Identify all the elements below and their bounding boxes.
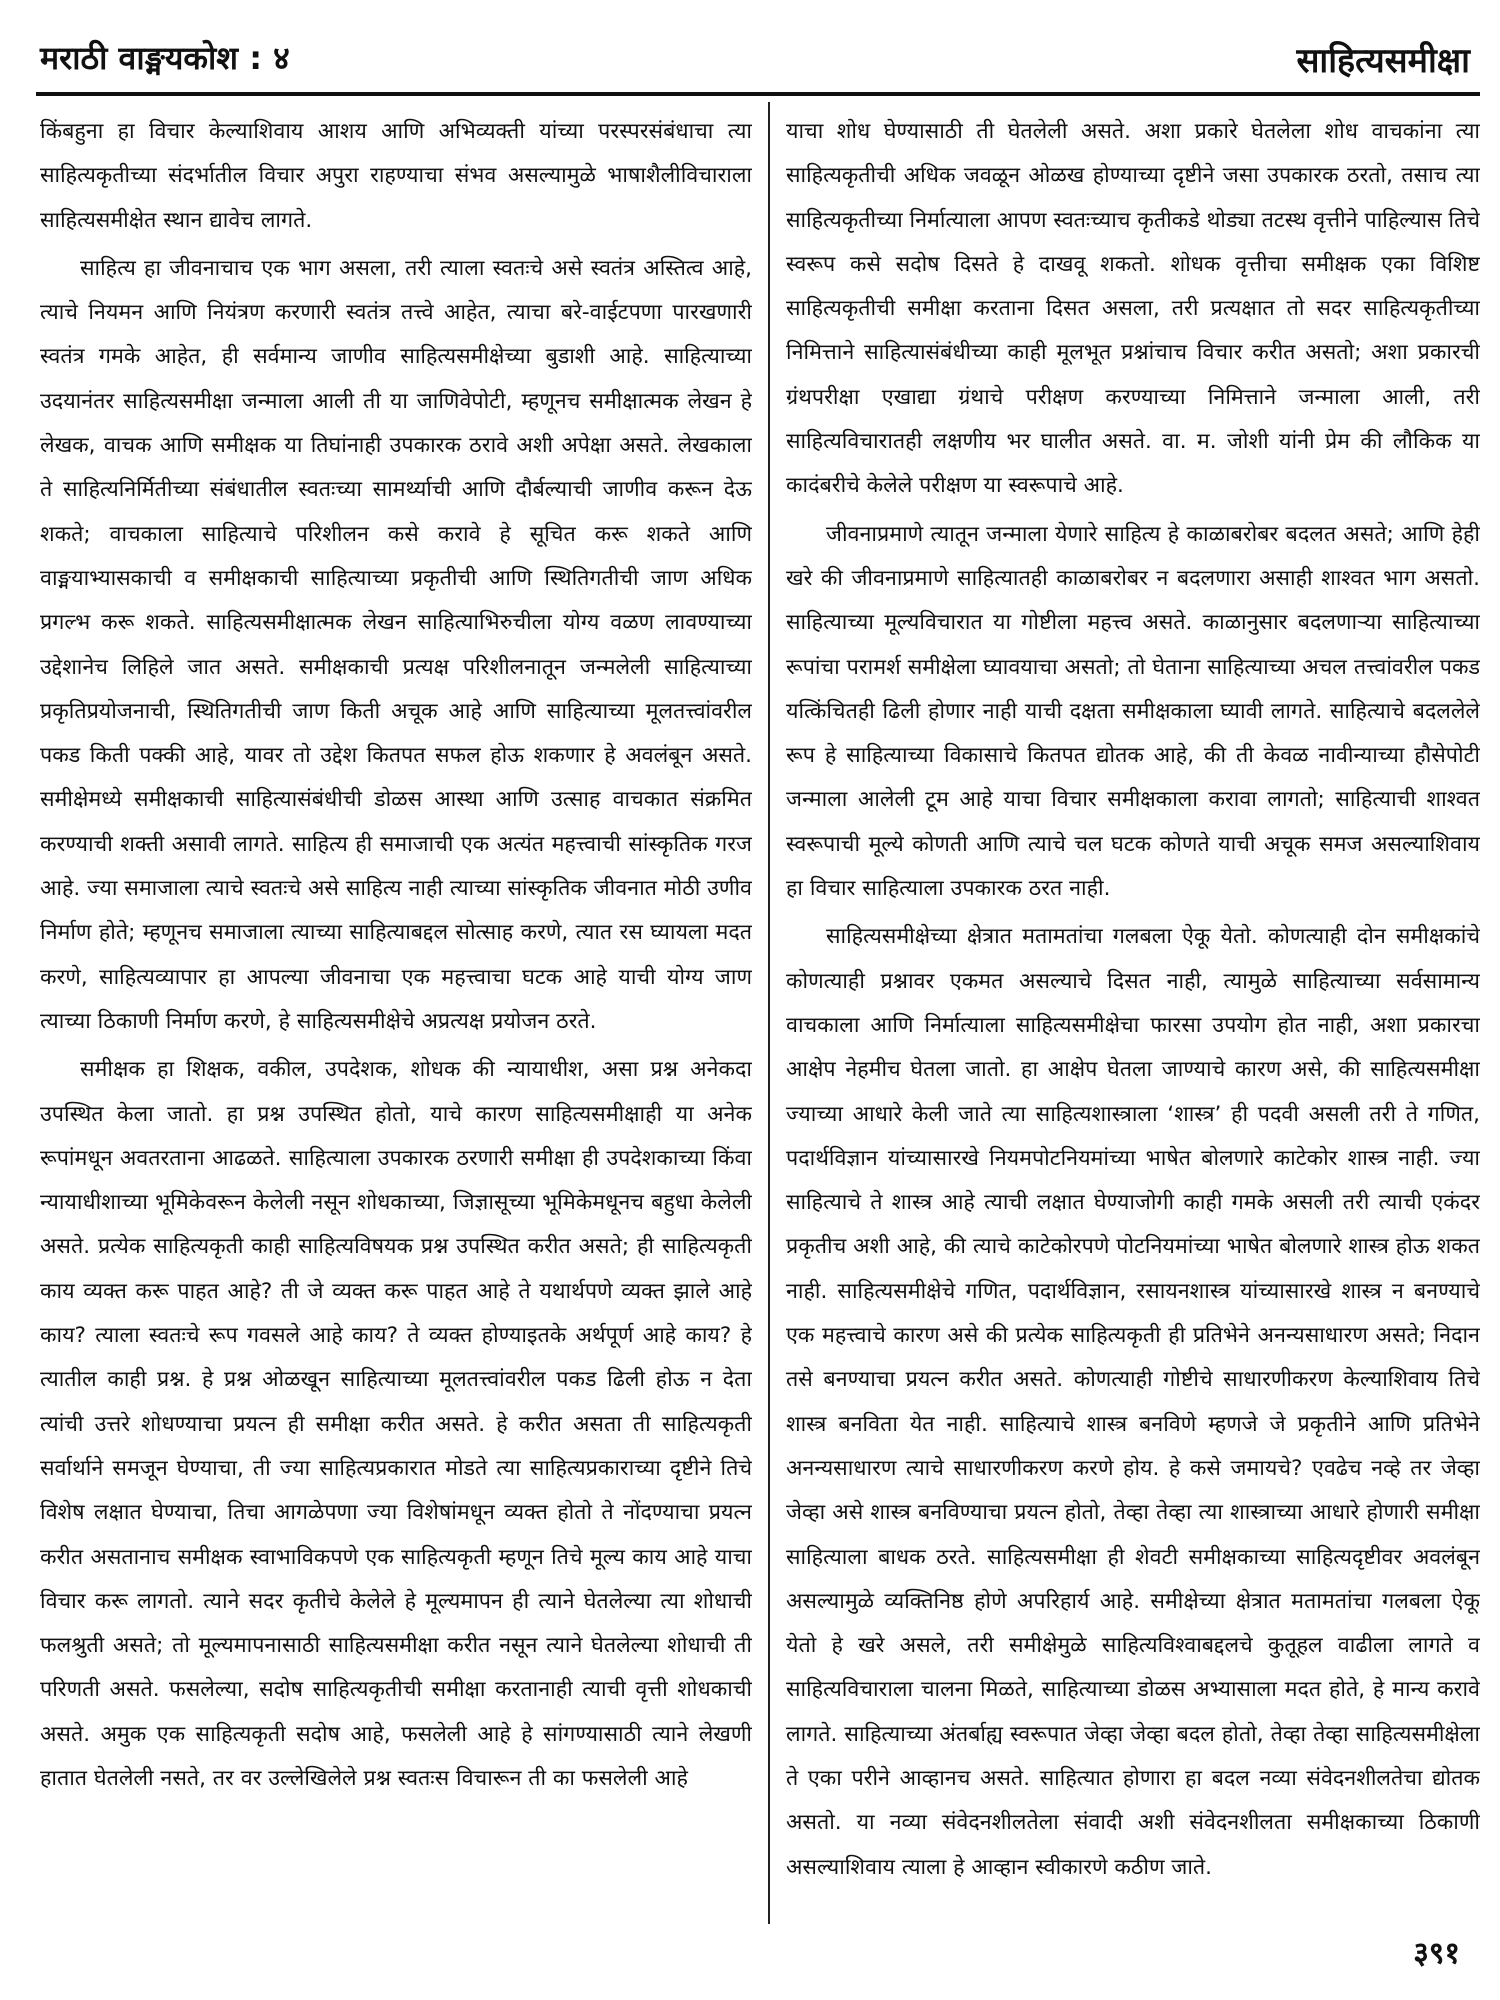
paragraph: किंबहुना हा विचार केल्याशिवाय आशय आणि अभिव्यक्ती यांच्या परस्परसंबंधाचा त्या साहित्यकृतीच्या संदर्भातील विचार अपुरा राहण्याचा संभव असल्यामुळे भाषाशैलीविचाराला साहित्यसमीक्षेत स्थान द्यावेच लागते. — [40, 119, 752, 233]
paragraph: समीक्षक हा शिक्षक, वकील, उपदेशक, शोधक की न्यायाधीश, असा प्रश्न अनेकदा उपस्थित केला जातो. हा प्रश्न उपस्थित होतो, याचे कारण साहित्यसमीक्षाही या अनेक रूपांमधून अवतरताना आढळते. साहित्याला उपकारक ठरणारी समीक्षा ही उपदेशकाच्या किंवा न्यायाधीशाच्या भूमिकेवरून केलेली नसून शोधकाच्या, जिज्ञासूच्या भूमिकेमधूनच बहुधा केलेली असते. प्रत्येक साहित्यकृती काही साहित्यविषयक प्रश्न उपस्थित करीत असते; ही साहित्यकृती काय व्यक्त करू पाहत आहे? ती जे व्यक्त करू पाहत आहे ते यथार्थपणे व्यक्त झाले आहे काय? त्याला स्वतःचे रूप गवसले आहे काय? ते व्यक्त होण्याइतके अर्थपूर्ण आहे काय? हे त्यातील काही प्रश्न. हे प्रश्न ओळखून साहित्याच्या मूलतत्त्वांवरील पकड ढिली होऊ न देता त्यांची उत्तरे शोधण्याचा प्रयत्न ही समीक्षा करीत असते. हे करीत असता ती साहित्यकृती सर्वार्थाने समजून घेण्याचा, ती ज्या साहित्यप्रकारात मोडते त्या साहित्यप्रकाराच्या दृष्टीने तिचे विशेष लक्षात घेण्याचा, तिचा आगळेपणा ज्या विशेषांमधून व्यक्त होतो ते नोंदण्याचा प्रयत्न करीत असतानाच समीक्षक स्वाभाविकपणे एक साहित्यकृती म्हणून तिचे मूल्य काय आहे याचा विचार करू लागतो. त्याने सदर कृतीचे केलेले हे मूल्यमापन ही त्याने घेतलेल्या त्या शोधाची फलश्रुती असते; तो मूल्यमापनासाठी साहित्यसमीक्षा करीत नसून त्याने घेतलेल्या शोधाची ती परिणती असते. फसलेल्या, सदोष साहित्यकृतीची समीक्षा करतानाही त्याची वृत्ती शोधकाची असते. अमुक एक साहित्यकृती सदोष आहे, फसलेली आहे हे सांगण्यासाठी त्याने लेखणी हातात घेतलेली नसते, तर वर उल्लेखिलेले प्रश्न स्वतःस विचारून ती का फसलेली आहे — [40, 1057, 752, 1791]
paragraph: साहित्यसमीक्षेच्या क्षेत्रात मतामतांचा गलबला ऐकू येतो. कोणत्याही दोन समीक्षकांचे कोणत्याही प्रश्नावर एकमत असल्याचे दिसत नाही, त्यामुळे साहित्याच्या सर्वसामान्य वाचकाला आणि निर्मात्याला साहित्यसमीक्षेचा फारसा उपयोग होत नाही, अशा प्रकारचा आक्षेप नेहमीच घेतला जातो. हा आक्षेप घेतला जाण्याचे कारण असे, की साहित्यसमीक्षा ज्याच्या आधारे केली जाते त्या साहित्यशास्त्राला ‘शास्त्र’ ही पदवी असली तरी ते गणित, पदार्थविज्ञान यांच्यासारखे नियमपोटनियमांच्या भाषेत बोलणारे काटेकोर शास्त्र नाही. ज्या साहित्याचे ते शास्त्र आहे त्याची लक्षात घेण्याजोगी काही गमके असली तरी त्याची एकंदर प्रकृतीच अशी आहे, की त्याचे काटेकोरपणे पोटनियमांच्या भाषेत बोलणारे शास्त्र होऊ शकत नाही. साहित्यसमीक्षेचे गणित, पदार्थविज्ञान, रसायनशास्त्र यांच्यासारखे शास्त्र न बनण्याचे एक महत्त्वाचे कारण असे की प्रत्येक साहित्यकृती ही प्रतिभेने अनन्यसाधारण असते; निदान तसे बनण्याचा प्रयत्न करीत असते. कोणत्याही गोष्टीचे साधारणीकरण केल्याशिवाय तिचे शास्त्र बनविता येत नाही. साहित्याचे शास्त्र बनविणे म्हणजे जे प्रकृतीने आणि प्रतिभेने अनन्यसाधारण त्याचे साधारणीकरण करणे होय. हे कसे जमायचे? एवढेच नव्हे तर जेव्हा जेव्हा असे शास्त्र बनविण्याचा प्रयत्न होतो, तेव्हा तेव्हा त्या शास्त्राच्या आधारे होणारी समीक्षा साहित्याला बाधक ठरते. साहित्यसमीक्षा ही शेवटी समीक्षकाच्या साहित्यदृष्टीवर अवलंबून असल्यामुळे व्यक्तिनिष्ठ होणे अपरिहार्य आहे. समीक्षेच्या क्षेत्रात मतामतांचा गलबला ऐकू येतो हे खरे असले, तरी समीक्षेमुळे साहित्यविश्वाबद्दलचे कुतूहल वाढीला लागते व साहित्यविचाराला चालना मिळते, साहित्याच्या डोळस अभ्यासाला मदत होते, हे मान्य करावे लागते. साहित्याच्या अंतर्बाह्य स्वरूपात जेव्हा जेव्हा बदल होतो, तेव्हा तेव्हा साहित्यसमीक्षेला ते एका परीने आव्हानच असते. साहित्यात होणारा हा बदल नव्या संवेदनशीलतेचा द्योतक असतो. या नव्या संवेदनशीलतेला संवादी अशी संवेदनशीलता समीक्षकाच्या ठिकाणी असल्याशिवाय त्याला हे आव्हान स्वीकारणे कठीण जाते. — [786, 924, 1480, 1880]
left-column — [40, 110, 752, 1920]
paragraph: साहित्य हा जीवनाचाच एक भाग असला, तरी त्याला स्वतःचे असे स्वतंत्र अस्तित्व आहे, त्याचे नियमन आणि नियंत्रण करणारी स्वतंत्र तत्त्वे आहेत, त्याचा बरे-वाईटपणा पारखणारी स्वतंत्र गमके आहेत, ही सर्वमान्य जाणीव साहित्यसमीक्षेच्या बुडाशी आहे. साहित्याच्या उदयानंतर साहित्यसमीक्षा जन्माला आली ती या जाणिवेपोटी, म्हणूनच समीक्षात्मक लेखन हे लेखक, वाचक आणि समीक्षक या तिघांनाही उपकारक ठरावे अशी अपेक्षा असते. लेखकाला ते साहित्यनिर्मितीच्या संबंधातील स्वतःच्या सामर्थ्याची आणि दौर्बल्याची जाणीव करून देऊ शकते; वाचकाला साहित्याचे परिशीलन कसे करावे हे सूचित करू शकते आणि वाङ्मयाभ्यासकाची व समीक्षकाची साहित्याच्या प्रकृतीची आणि स्थितिगतीची जाण अधिक प्रगल्भ करू शकते. साहित्यसमीक्षात्मक लेखन साहित्याभिरुचीला योग्य वळण लावण्याच्या उद्देशानेच लिहिले जात असते. समीक्षकाची प्रत्यक्ष परिशीलनातून जन्मलेली साहित्याच्या प्रकृतिप्रयोजनाची, स्थितिगतीची जाण किती अचूक आहे आणि साहित्याच्या मूलतत्त्वांवरील पकड किती पक्की आहे, यावर तो उद्देश कितपत सफल होऊ शकणार हे अवलंबून असते. समीक्षेमध्ये समीक्षकाची साहित्यासंबंधीची डोळस आस्था आणि उत्साह वाचकात संक्रमित करण्याची शक्ती असावी लागते. साहित्य ही समाजाची एक अत्यंत महत्त्वाची सांस्कृतिक गरज आहे. ज्या समाजाला त्याचे स्वतःचे असे साहित्य नाही त्याच्या सांस्कृतिक जीवनात मोठी उणीव निर्माण होते; म्हणूनच समाजाला त्याच्या साहित्याबद्दल सोत्साह करणे, त्यात रस घ्यायला मदत करणे, साहित्यव्यापार हा आपल्या जीवनाचा एक महत्त्वाचा घटक आहे याची योग्य जाण त्याच्या ठिकाणी निर्माण करणे, हे साहित्यसमीक्षेचे अप्रत्यक्ष प्रयोजन ठरते. — [40, 255, 752, 1034]
header-rule — [36, 92, 1480, 96]
column-divider — [768, 102, 770, 1924]
running-header-section: साहित्यसमीक्षा — [1296, 41, 1470, 81]
paragraph: जीवनाप्रमाणे त्यातून जन्माला येणारे साहित्य हे काळाबरोबर बदलत असते; आणि हेही खरे की जीवनाप्रमाणे साहित्यातही काळाबरोबर न बदलणारा असाही शाश्वत भाग असतो. साहित्याच्या मूल्यविचारात या गोष्टीला महत्त्व असते. काळानुसार बदलणाऱ्या साहित्याच्या रूपांचा परामर्श समीक्षेला घ्यावयाचा असतो; तो घेताना साहित्याच्या अचल तत्त्वांवरील पकड यत्किंचितही ढिली होणार नाही याची दक्षता समीक्षकाला घ्यावी लागते. साहित्याचे बदललेले रूप हे साहित्याच्या विकासाचे कितपत द्योतक आहे, की ती केवळ नावीन्याच्या हौसेपोटी जन्माला आलेली टूम आहे याचा विचार समीक्षकाला करावा लागतो; साहित्याची शाश्वत स्वरूपाची मूल्ये कोणती आणि त्याचे चल घटक कोणते याची अचूक समज असल्याशिवाय हा विचार साहित्याला उपकारक ठरत नाही. — [786, 521, 1480, 902]
running-header-volume: मराठी वाङ्मयकोश : ४ — [40, 39, 290, 77]
paragraph: याचा शोध घेण्यासाठी ती घेतलेली असते. अशा प्रकारे घेतलेला शोध वाचकांना त्या साहित्यकृतीची अधिक जवळून ओळख होण्याच्या दृष्टीने जसा उपकारक ठरतो, तसाच त्या साहित्यकृतीच्या निर्मात्याला आपण स्वतःच्याच कृतीकडे थोड्या तटस्थ वृत्तीने पाहिल्यास तिचे स्वरूप कसे सदोष दिसते हे दाखवू शकतो. शोधक वृत्तीचा समीक्षक एका विशिष्ट साहित्यकृतीची समीक्षा करताना दिसत असला, तरी प्रत्यक्षात तो सदर साहित्यकृतीच्या निमित्ताने साहित्यासंबंधीच्या काही मूलभूत प्रश्नांचाच विचार करीत असतो; अशा प्रकारची ग्रंथपरीक्षा एखाद्या ग्रंथाचे परीक्षण करण्याच्या निमित्ताने जन्माला आली, तरी साहित्यविचारातही लक्षणीय भर घालीत असते. वा. म. जोशी यांनी प्रेम की लौकिक या कादंबरीचे केलेले परीक्षण या स्वरूपाचे आहे. — [786, 119, 1480, 499]
right-column — [786, 110, 1480, 1920]
page-number: ३९१ — [1413, 1936, 1460, 1971]
